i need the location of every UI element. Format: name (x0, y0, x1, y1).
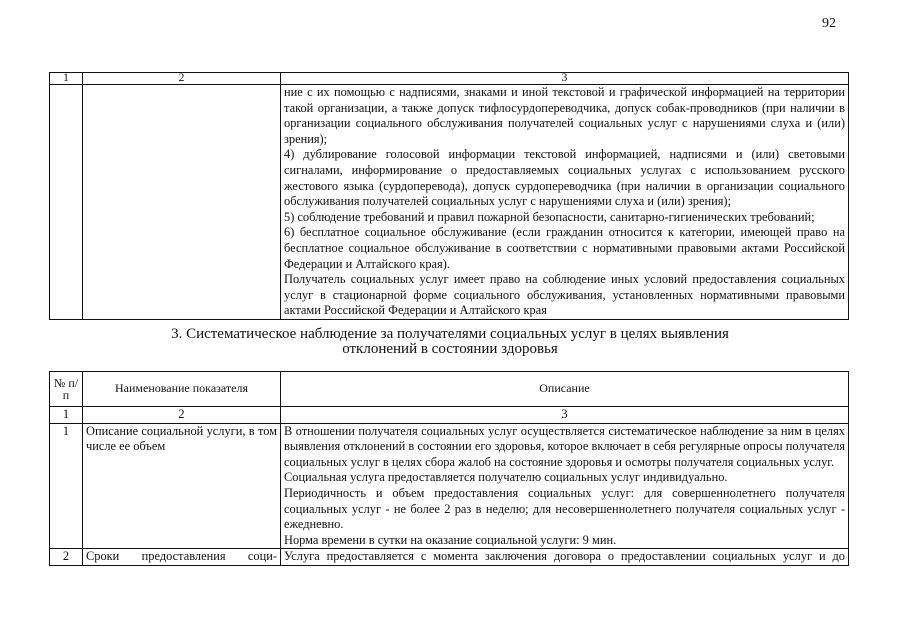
table-row (50, 423, 849, 549)
column-numbering-row (50, 73, 849, 85)
description-paragraph: 6) бесплатное социальное обслуживание (если гражданин относится к категории, имеющей право на бесплатное социальное обслуживание в соответствии с нормативными правовыми актами Российской Федерации и Алтайского края). (284, 225, 845, 271)
continued-table (49, 72, 849, 320)
description-cell (281, 423, 849, 549)
description-paragraph: В отношении получателя социальных услуг осуществляется систематическое наблюдение за ним в целях выявления отклонений в состоянии его здоровья, которое включает в себя регулярные опросы получателя социальных услуг в целях сбора жалоб на состояние здоровья и осмотры получателя социальных услуг. (284, 423, 845, 469)
section-title (120, 327, 780, 357)
indicator-name: Описание социальной услуги, в том числе ее объем (83, 423, 281, 549)
name-cell (83, 85, 281, 320)
description-paragraph: Услуга предоставляется с момента заключения договора о предоставлении социальных услуг и до (284, 549, 845, 564)
description-paragraph: 5) соблюдение требований и правил пожарной безопасности, санитарно-гигиенических требований; (284, 209, 815, 224)
col-number-1: 1 (50, 73, 83, 85)
section-title-line: отклонений в состоянии здоровья (342, 341, 558, 357)
col-number-3: 3 (281, 407, 849, 424)
service-table (49, 371, 849, 566)
col-number-2: 2 (83, 73, 281, 85)
column-header-description: Описание (281, 372, 849, 407)
description-paragraph: Получатель социальных услуг имеет право на соблюдение иных условий предоставления социальных услуг в стационарной форме социального обслуживания, установленных нормативными правовыми актами Российской Федерации и Алтайского края (284, 272, 845, 318)
page-number: 92 (822, 16, 836, 31)
description-paragraph: ние с их помощью с надписями, знаками и иной текстовой и графической информацией на территории такой организации, а также допуск тифлосурдопереводчика, допуск собак-проводников (при наличии в организации социального обслуживания получателей социальных услуг с нарушениями слуха и (или) зрения); (284, 85, 845, 146)
description-paragraph: Социальная услуга предоставляется получателю социальных услуг индивидуально. (284, 470, 728, 485)
description-cell (281, 85, 849, 320)
column-header-name: Наименование показателя (83, 372, 281, 407)
table-row (50, 85, 849, 320)
column-header-num: № п/п (50, 372, 83, 407)
description-cell (281, 549, 849, 566)
description-paragraph: 4) дублирование голосовой информации текстовой информацией, надписями и (или) световыми сигналами, информирование о предоставляемых социальных услугах с использованием русского жестового языка (сурдоперевода), допуск сурдопереводчика (при наличии в организации социального обслуживания получателей социальных услуг с нарушениями слуха и (или) зрения); (284, 147, 845, 209)
column-numbering-row (50, 407, 849, 424)
col-number-3: 3 (281, 73, 849, 85)
indicator-name: Сроки предоставления соци- (83, 549, 281, 566)
column-header-row (50, 372, 849, 407)
row-number: 2 (50, 549, 83, 566)
col-number-2: 2 (83, 407, 281, 424)
description-paragraph: Периодичность и объем предоставления социальных услуг: для совершеннолетнего получателя социальных услуг - не более 2 раз в неделю; для несовершеннолетнего получателя социальных услуг - ежедневно. (284, 485, 845, 532)
table-row (50, 549, 849, 566)
col-number-1: 1 (50, 407, 83, 424)
description-paragraph: Норма времени в сутки на оказание социальной услуги: 9 мин. (284, 532, 617, 547)
section-title-line: 3. Систематическое наблюдение за получателями социальных услуг в целях выявления (171, 326, 729, 342)
num-cell (50, 85, 83, 320)
row-number: 1 (50, 423, 83, 549)
